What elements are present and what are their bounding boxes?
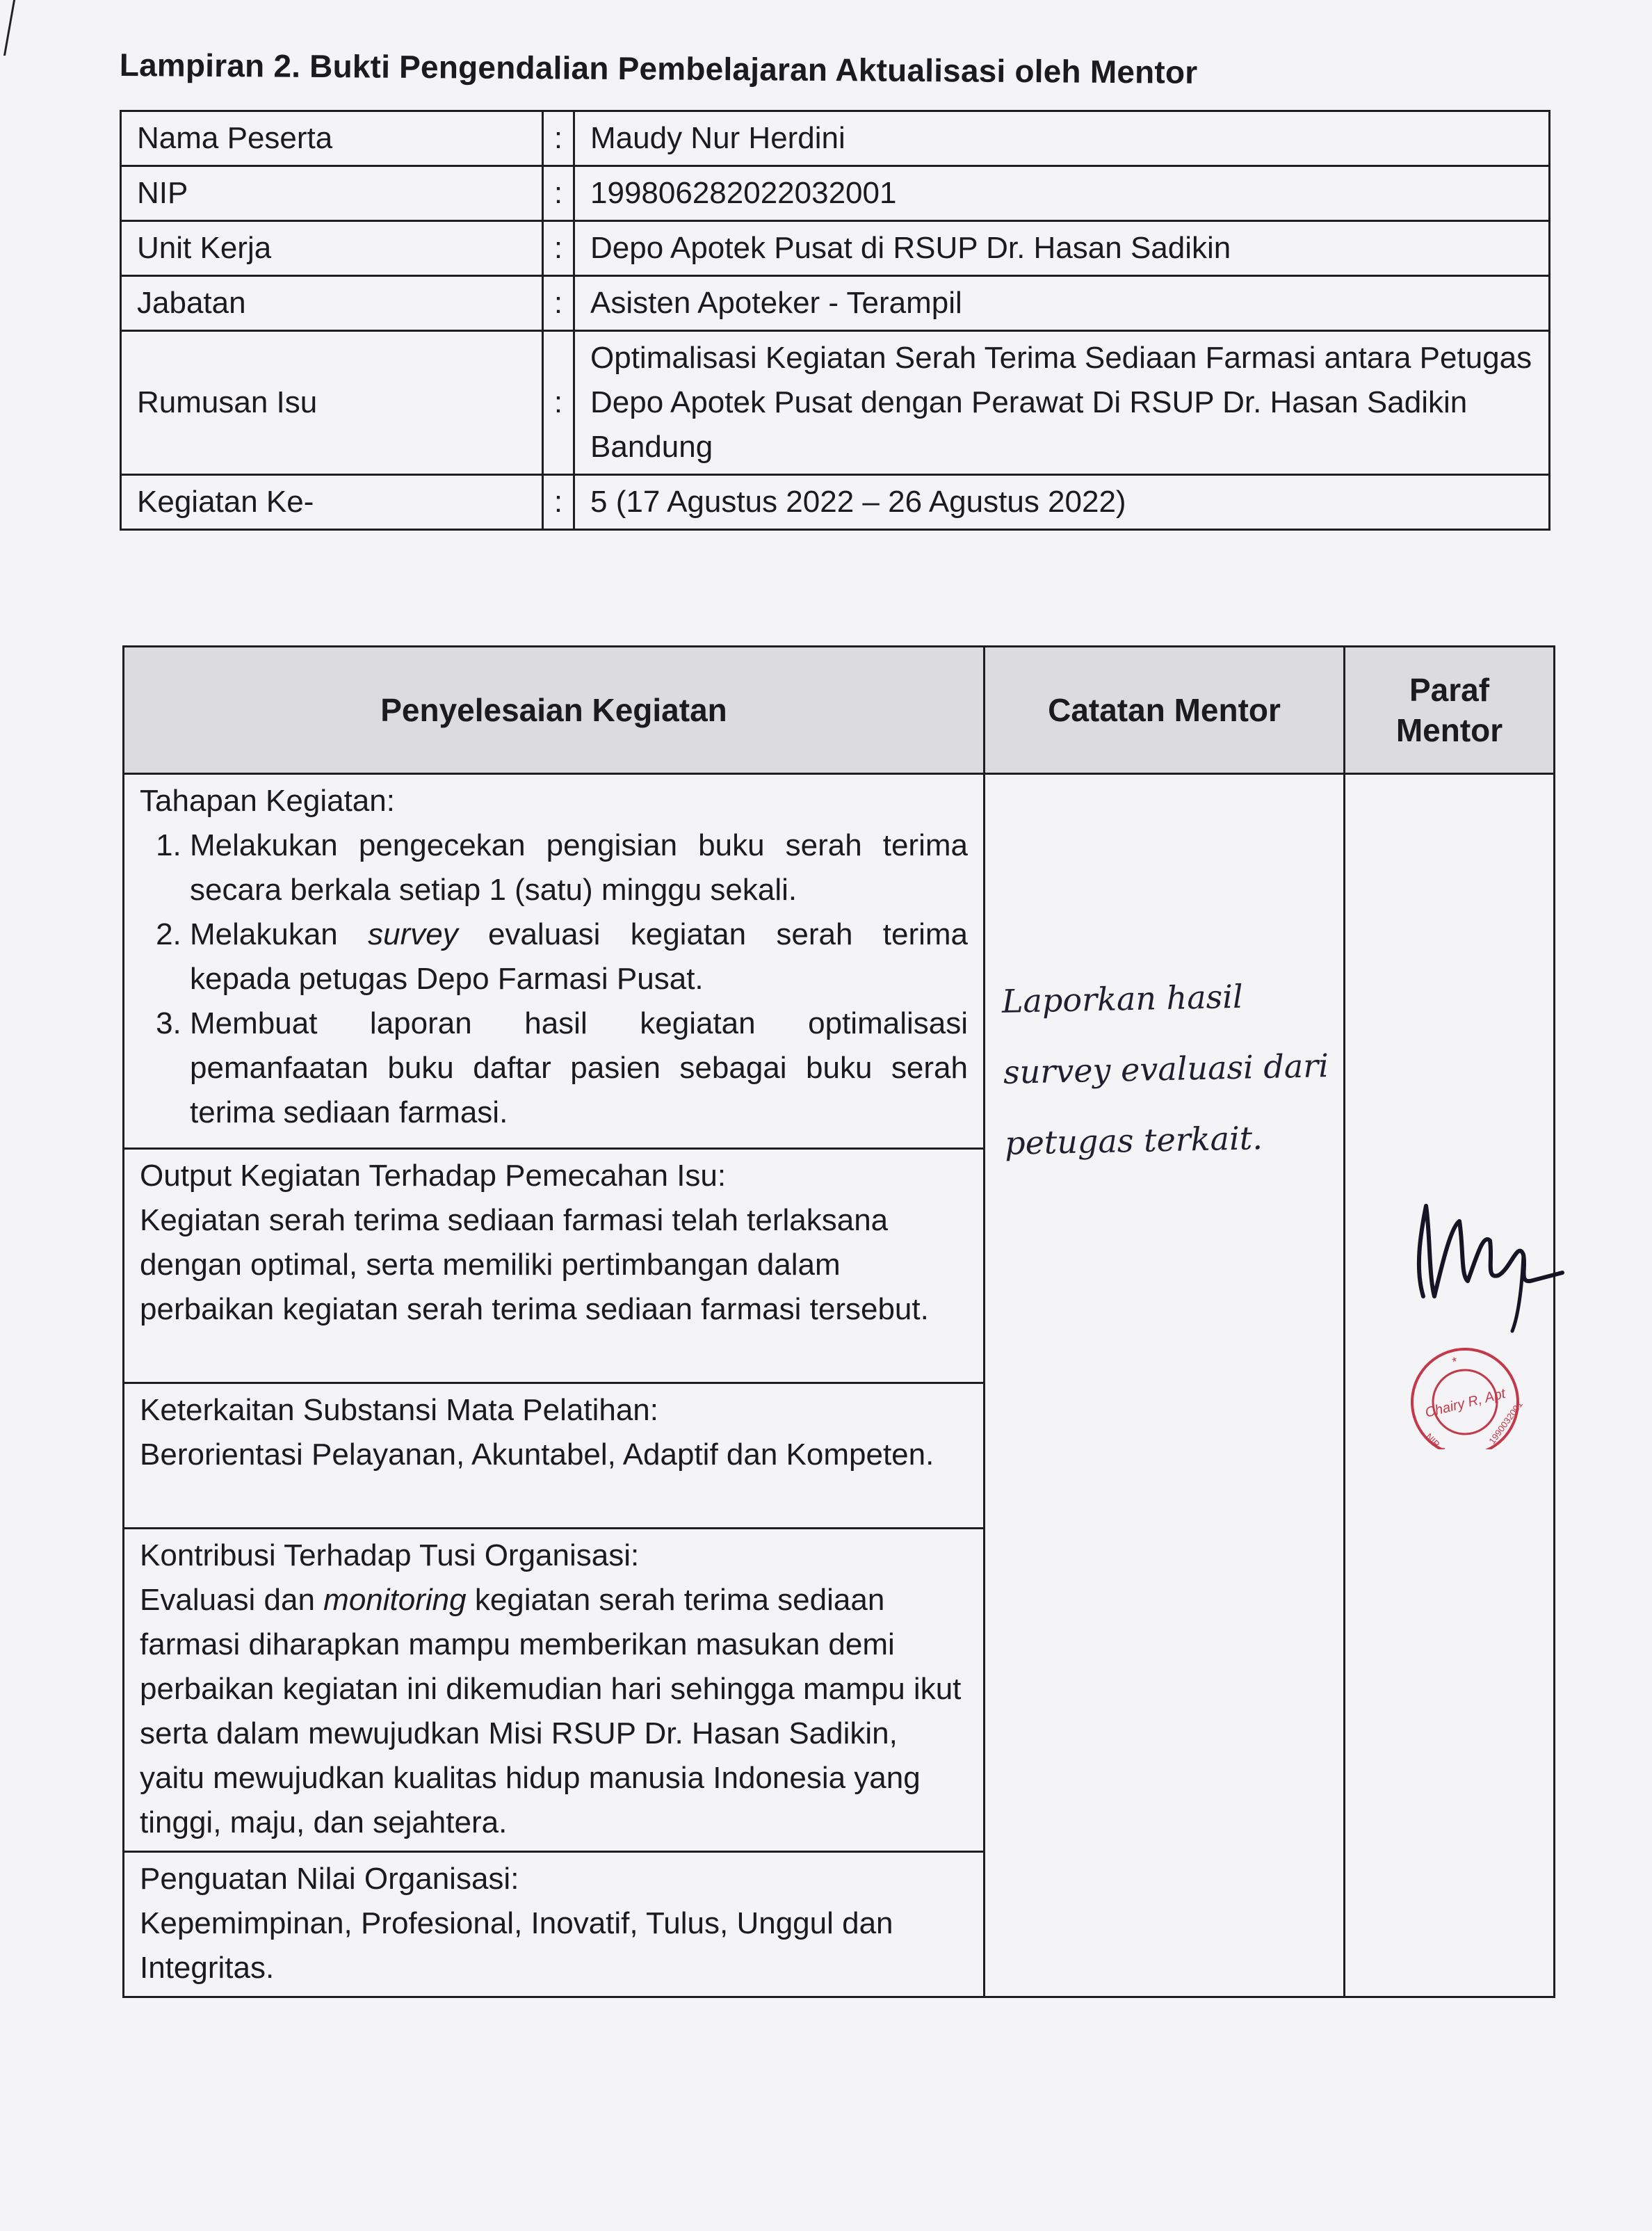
stamp-ring-right: 1990032001 <box>1487 1399 1525 1447</box>
mentor-paraf-cell <box>1345 774 1555 1997</box>
info-row-position <box>121 276 1550 331</box>
note-line: petugas terkait. <box>1004 1119 1263 1162</box>
output-cell <box>124 1149 985 1383</box>
substance-body: Berorientasi Pelayanan, Akuntabel, Adaptif dan Kompeten. <box>140 1437 934 1472</box>
info-label: NIP <box>121 166 543 221</box>
stage-text: evaluasi kegiatan serah terima kepada petugas Depo Farmasi Pusat. <box>190 917 968 996</box>
header-mentor-paraf <box>1345 647 1555 774</box>
info-value: Maudy Nur Herdini <box>574 111 1550 166</box>
stage-item <box>190 1001 968 1135</box>
stamp-star: * <box>1450 1354 1459 1369</box>
stages-heading: Tahapan Kegiatan: <box>140 784 395 818</box>
info-value: 199806282022032001 <box>574 166 1550 221</box>
contribution-text: Evaluasi dan <box>140 1583 324 1617</box>
info-row-unit <box>121 221 1550 276</box>
info-separator: : <box>543 166 574 221</box>
info-value: 5 (17 Agustus 2022 – 26 Agustus 2022) <box>574 475 1550 530</box>
info-value: Depo Apotek Pusat di RSUP Dr. Hasan Sadikin <box>574 221 1550 276</box>
stage-text: Melakukan pengecekan pengisian buku serah terima secara berkala setiap 1 (satu) minggu sekali. <box>190 828 968 907</box>
contribution-cell <box>124 1529 985 1852</box>
mentor-stamp <box>1401 1337 1534 1449</box>
info-row-activity <box>121 475 1550 530</box>
signature-svg <box>1401 1157 1568 1449</box>
stages-cell <box>124 774 985 1149</box>
stage-text: Melakukan <box>190 917 369 951</box>
signature-tail <box>1512 1255 1523 1331</box>
contribution-heading: Kontribusi Terhadap Tusi Organisasi: <box>140 1538 640 1572</box>
substance-cell <box>124 1383 985 1529</box>
row-stages <box>124 774 1555 1149</box>
info-label: Kegiatan Ke- <box>121 475 543 530</box>
info-row-issue <box>121 331 1550 475</box>
values-cell <box>124 1852 985 1997</box>
info-row-name <box>121 111 1550 166</box>
info-value: Optimalisasi Kegiatan Serah Terima Sediaan Farmasi antara Petugas Depo Apotek Pusat dengan Perawat Di RSUP Dr. Hasan Sadikin Bandung <box>574 331 1550 475</box>
stage-item <box>190 912 968 1001</box>
info-label: Unit Kerja <box>121 221 543 276</box>
header-paraf-line1: Paraf <box>1409 672 1490 708</box>
mentor-handwritten-note <box>1001 959 1331 1179</box>
stage-item <box>190 823 968 912</box>
info-separator: : <box>543 475 574 530</box>
info-separator: : <box>543 221 574 276</box>
info-label: Nama Peserta <box>121 111 543 166</box>
participant-info-table <box>120 110 1550 531</box>
stages-list <box>140 823 968 1135</box>
values-heading: Penguatan Nilai Organisasi: <box>140 1862 519 1896</box>
signature-stroke <box>1419 1206 1562 1296</box>
info-separator: : <box>543 276 574 331</box>
note-line: Laporkan hasil <box>1001 977 1244 1020</box>
header-mentor-notes: Catatan Mentor <box>985 647 1345 774</box>
info-label: Jabatan <box>121 276 543 331</box>
header-paraf-line2: Mentor <box>1395 712 1503 748</box>
stamp-ring-left: NIP. 1973 <box>1423 1431 1459 1449</box>
info-label: Rumusan Isu <box>121 331 543 475</box>
output-heading: Output Kegiatan Terhadap Pemecahan Isu: <box>140 1159 727 1193</box>
activity-table-header <box>124 647 1555 774</box>
signature-and-stamp <box>1401 1157 1568 1449</box>
info-value: Asisten Apoteker - Terampil <box>574 276 1550 331</box>
info-separator: : <box>543 111 574 166</box>
substance-heading: Keterkaitan Substansi Mata Pelatihan: <box>140 1393 659 1427</box>
stamp-center-text: Chairy R, Apt <box>1423 1385 1507 1421</box>
info-separator: : <box>543 331 574 475</box>
contribution-body <box>140 1578 968 1845</box>
mentor-notes-cell <box>985 774 1345 1997</box>
stage-text: Membuat laporan hasil kegiatan optimalisasi pemanfaatan buku daftar pasien sebagai buku serah terima sediaan farmasi. <box>190 1006 968 1129</box>
contribution-text: kegiatan serah terima sediaan farmasi diharapkan mampu memberikan masukan demi perbaikan kegiatan ini dikemudian hari sehingga mampu ikut serta dalam mewujudkan Misi RSUP Dr. Hasan Sadikin, yaitu mewujudkan kualitas hidup manusia Indonesia yang tinggi, maju, dan sejahtera. <box>140 1583 962 1839</box>
output-body: Kegiatan serah terima sediaan farmasi telah terlaksana dengan optimal, serta memiliki pertimbangan dalam perbaikan kegiatan serah terima sediaan farmasi tersebut. <box>140 1203 929 1326</box>
stage-text-italic: survey <box>368 917 458 951</box>
header-completion: Penyelesaian Kegiatan <box>124 647 985 774</box>
page-edge-mark <box>0 0 15 56</box>
note-line: survey evaluasi dari <box>1003 1047 1329 1091</box>
document-title: Lampiran 2. Bukti Pengendalian Pembelajaran Aktualisasi oleh Mentor <box>119 46 1198 90</box>
values-body: Kepemimpinan, Profesional, Inovatif, Tulus, Unggul dan Integritas. <box>140 1906 893 1985</box>
activity-table <box>122 645 1555 1998</box>
info-row-nip <box>121 166 1550 221</box>
contribution-text-italic: monitoring <box>323 1583 467 1617</box>
